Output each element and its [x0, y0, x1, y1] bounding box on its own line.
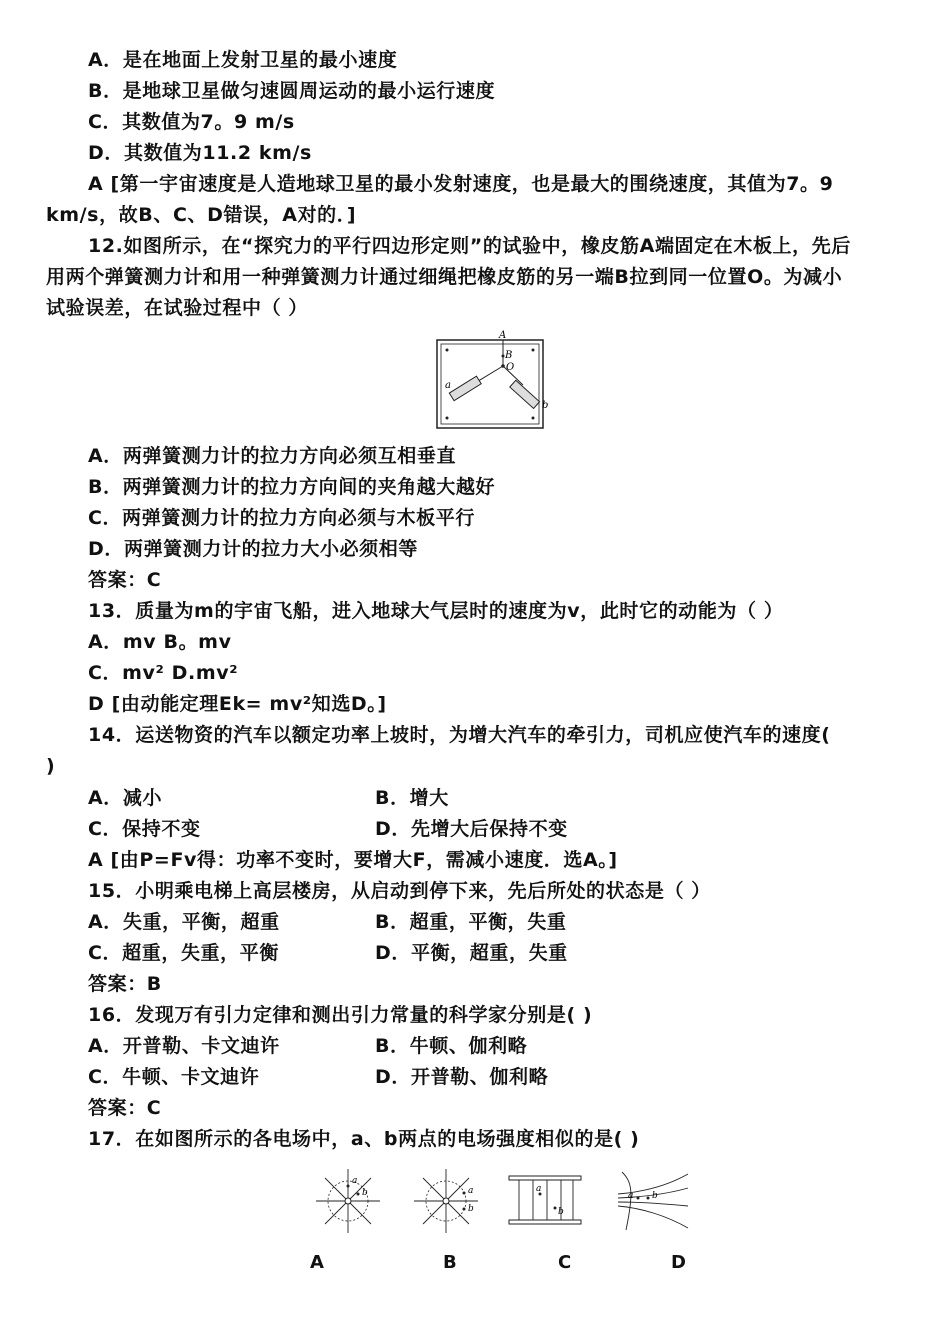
q11-option-b: B．是地球卫星做匀速圆周运动的最小运行速度 — [88, 80, 496, 102]
q17-stem: 17．在如图所示的各电场中，a、b两点的电场强度相似的是( ) — [88, 1128, 640, 1150]
q15-stem: 15．小明乘电梯上高层楼房，从启动到停下来，先后所处的状态是（ ） — [88, 880, 711, 902]
fig-d-label-a: a — [628, 1191, 634, 1201]
q16-option-c: C．牛顿、卡文迪许 — [88, 1066, 260, 1088]
q11-option-c: C．其数值为7。9 m/s — [88, 111, 295, 133]
q12-force-board-figure — [425, 328, 555, 434]
figure12-label-b: b — [542, 400, 549, 411]
q15-option-c: C．超重，失重，平衡 — [88, 942, 279, 964]
figure12-label-B: B — [505, 350, 513, 361]
q17-caption-c: C — [558, 1252, 572, 1273]
figure12-label-O: O — [506, 362, 515, 373]
q15-option-a: A．失重，平衡，超重 — [88, 911, 280, 933]
fig-c-label-b: b — [558, 1207, 564, 1217]
q14-stem-line2: ) — [46, 755, 56, 777]
q17-caption-d: D — [671, 1252, 686, 1273]
fig-b-label-a: a — [468, 1186, 474, 1196]
q15-option-d: D．平衡，超重，失重 — [375, 942, 568, 964]
q13-stem: 13．质量为m的宇宙飞船，进入地球大气层时的速度为v，此时它的动能为（ ） — [88, 600, 784, 622]
q14-answer: A [由P=Fv得：功率不变时，要增大F，需减小速度．选A。] — [88, 849, 618, 871]
q12-stem-line2: 用两个弹簧测力计和用一种弹簧测力计通过细绳把橡皮筋的另一端B拉到同一位置O。为减小 — [46, 266, 843, 288]
figure12-label-A: A — [499, 330, 507, 341]
q11-answer-line2: km/s，故B、C、D错误，A对的．] — [46, 204, 357, 226]
q14-option-c: C．保持不变 — [88, 818, 201, 840]
q14-option-a: A．减小 — [88, 787, 163, 809]
q13-answer: D [由动能定理Ek= mv²知选D。] — [88, 693, 387, 715]
q14-option-b: B．增大 — [375, 787, 449, 809]
q12-stem-line1: 12.如图所示，在“探究力的平行四边形定则”的试验中，橡皮筋A端固定在木板上，先后 — [88, 235, 851, 257]
q12-option-b: B．两弹簧测力计的拉力方向间的夹角越大越好 — [88, 476, 496, 498]
q17-figure-c-parallel-plates — [505, 1172, 585, 1232]
q11-option-a: A．是在地面上发射卫星的最小速度 — [88, 49, 398, 71]
q11-answer-line1: A [第一宇宙速度是人造地球卫星的最小发射速度，也是最大的围绕速度，其值为7。9 — [88, 173, 834, 195]
q16-option-d: D．开普勒、伽利略 — [375, 1066, 549, 1088]
q17-figure-a-point-charge — [312, 1165, 384, 1237]
q15-option-b: B．超重，平衡，失重 — [375, 911, 567, 933]
q15-answer: 答案：B — [88, 973, 162, 995]
q12-option-c: C．两弹簧测力计的拉力方向必须与木板平行 — [88, 507, 475, 529]
q12-option-a: A．两弹簧测力计的拉力方向必须互相垂直 — [88, 445, 457, 467]
q13-options-ab: A．mv B。mv — [88, 631, 232, 653]
q12-option-d: D．两弹簧测力计的拉力大小必须相等 — [88, 538, 418, 560]
figure12-label-a: a — [445, 380, 451, 391]
q17-figure-b-point-charge — [410, 1165, 482, 1237]
q14-stem-line1: 14．运送物资的汽车以额定功率上坡时，为增大汽车的牵引力，司机应使汽车的速度( — [88, 724, 831, 746]
q16-answer: 答案：C — [88, 1097, 162, 1119]
q16-option-a: A．开普勒、卡文迪许 — [88, 1035, 280, 1057]
q16-stem: 16．发现万有引力定律和测出引力常量的科学家分别是( ) — [88, 1004, 593, 1026]
fig-a-label-a: a — [352, 1176, 358, 1186]
fig-b-label-b: b — [468, 1204, 474, 1214]
q14-option-d: D．先增大后保持不变 — [375, 818, 568, 840]
fig-c-label-a: a — [536, 1184, 542, 1194]
q12-stem-line3: 试验误差，在试验过程中（ ） — [46, 297, 309, 319]
fig-d-label-b: b — [652, 1191, 658, 1201]
q17-caption-a: A — [310, 1252, 324, 1273]
q13-options-cd: C．mv² D.mv² — [88, 662, 239, 684]
q17-caption-b: B — [443, 1252, 457, 1273]
q11-option-d: D．其数值为11.2 km/s — [88, 142, 312, 164]
fig-a-label-b: b — [362, 1188, 368, 1198]
q12-answer: 答案：C — [88, 569, 162, 591]
q17-figure-d-curved-field — [612, 1168, 692, 1234]
q16-option-b: B．牛顿、伽利略 — [375, 1035, 528, 1057]
